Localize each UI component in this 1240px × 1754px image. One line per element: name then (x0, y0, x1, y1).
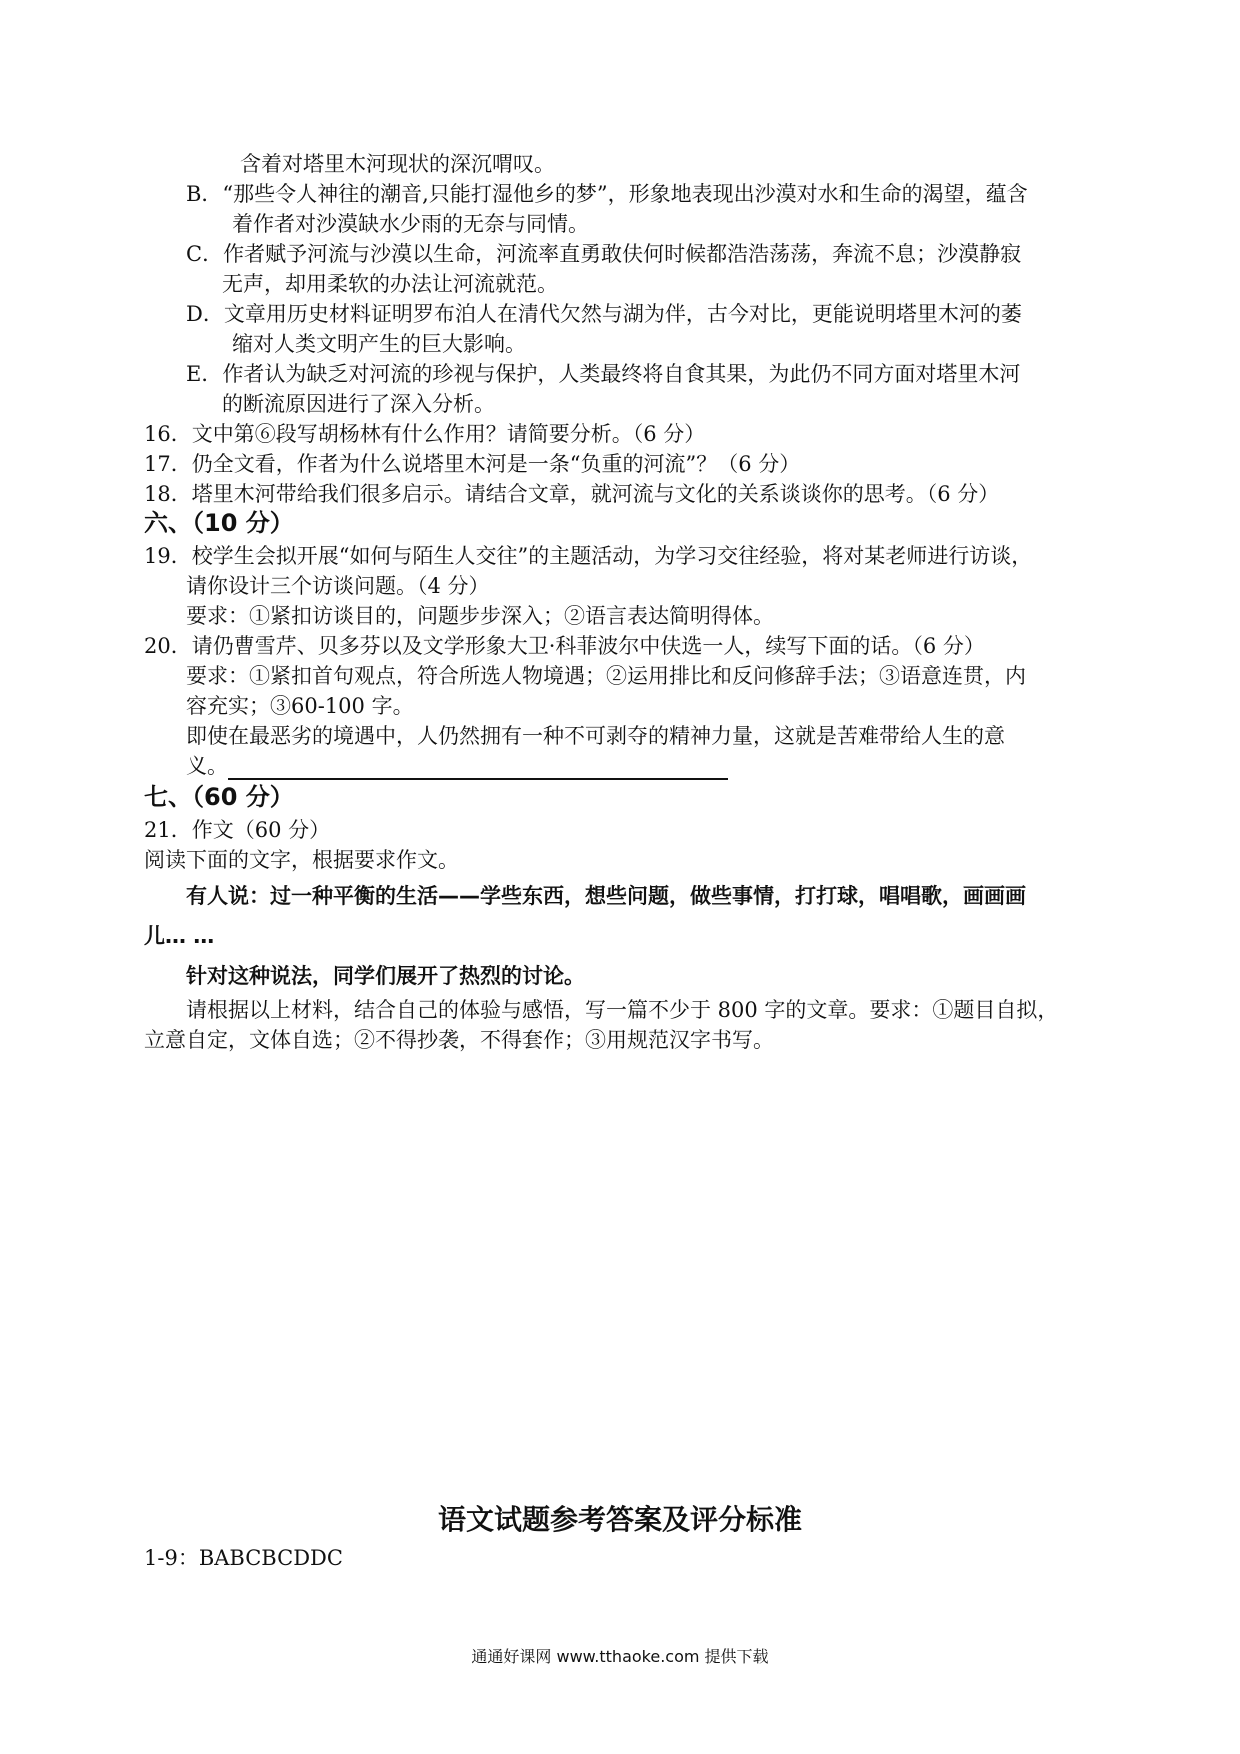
essay-material-line1: 有人说：过一种平衡的生活——学些东西，想些问题，做些事情，打打球，唱唱歌，画画画 (186, 884, 1026, 908)
page-footer: 通通好课网 www.tthaoke.com 提供下载 (471, 1647, 769, 1666)
option-e-line2: 的断流原因进行了深入分析。 (222, 392, 495, 416)
question-20-prompt-line1: 即使在最恶劣的境遇中，人仍然拥有一种不可剥夺的精神力量，这就是苦难带给人生的意 (186, 724, 1005, 748)
option-d-line2: 缩对人类文明产生的巨大影响。 (232, 332, 526, 356)
answers-line-1-9: 1-9：BABCBCDDC (144, 1546, 343, 1570)
question-19-requirement: 要求：①紧扣访谈目的，问题步步深入；②语言表达简明得体。 (186, 604, 774, 628)
question-21: 21．作文（60 分） (144, 818, 331, 842)
option-d-line1: D．文章用历史材料证明罗布泊人在清代欠然与湖为伴，古今对比，更能说明塔里木河的萎 (186, 302, 1022, 326)
option-e-line1: E．作者认为缺乏对河流的珍视与保护，人类最终将自食其果，为此仍不同方面对塔里木河 (186, 362, 1021, 386)
section-6-heading: 六、（10 分） (144, 509, 294, 537)
option-c-line2: 无声，却用柔软的办法让河流就范。 (222, 272, 558, 296)
question-18: 18．塔里木河带给我们很多启示。请结合文章，就河流与文化的关系谈谈你的思考。（6 分） (144, 482, 1000, 506)
question-19-line2: 请你设计三个访谈问题。（4 分） (186, 574, 490, 598)
option-b-line1: B．“那些令人神往的潮音,只能打湿他乡的梦”，形象地表现出沙漠对水和生命的渴望，蕴含 (186, 182, 1028, 206)
essay-intro: 阅读下面的文字，根据要求作文。 (144, 848, 459, 872)
question-20-line1: 20．请仍曹雪芹、贝多芬以及文学形象大卫·科菲波尔中伕选一人，续写下面的话。（6 分） (144, 634, 985, 658)
essay-material-line2: 儿… … (144, 924, 215, 948)
option-c-line1: C．作者赋予河流与沙漠以生命，河流率直勇敢伕何时候都浩浩荡荡，奔流不息；沙漠静寂 (186, 242, 1022, 266)
option-a-tail: 含着对塔里木河现状的深沉喟叹。 (240, 152, 555, 176)
question-20-prompt-line2 (186, 752, 728, 780)
option-b-line2: 着作者对沙漠缺水少雨的无奈与同情。 (232, 212, 589, 236)
essay-requirement-line2: 立意自定，文体自选；②不得抄袭，不得套作；③用规范汉字书写。 (144, 1028, 774, 1052)
answers-title: 语文试题参考答案及评分标准 (437, 1503, 802, 1536)
question-16: 16．文中第⑥段写胡杨林有什么作用？请简要分析。（6 分） (144, 422, 706, 446)
question-17: 17．仍全文看，作者为什么说塔里木河是一条“负重的河流”？（6 分） (144, 452, 801, 476)
essay-material-line3: 针对这种说法，同学们展开了热烈的讨论。 (186, 964, 585, 988)
answer-blank (228, 758, 728, 780)
question-20-requirement-line2: 容充实；③60-100 字。 (186, 694, 414, 718)
question-20-prompt-text: 义。 (186, 754, 228, 778)
question-19-line1: 19．校学生会拟开展“如何与陌生人交往”的主题活动，为学习交往经验，将对某老师进行访谈， (144, 544, 1033, 568)
question-20-requirement-line1: 要求：①紧扣首句观点，符合所选人物境遇；②运用排比和反问修辞手法；③语意连贯，内 (186, 664, 1026, 688)
essay-requirement-line1: 请根据以上材料，结合自己的体验与感悟，写一篇不少于 800 字的文章。要求：①题目自拟， (186, 998, 1059, 1022)
section-7-heading: 七、（60 分） (144, 783, 294, 811)
